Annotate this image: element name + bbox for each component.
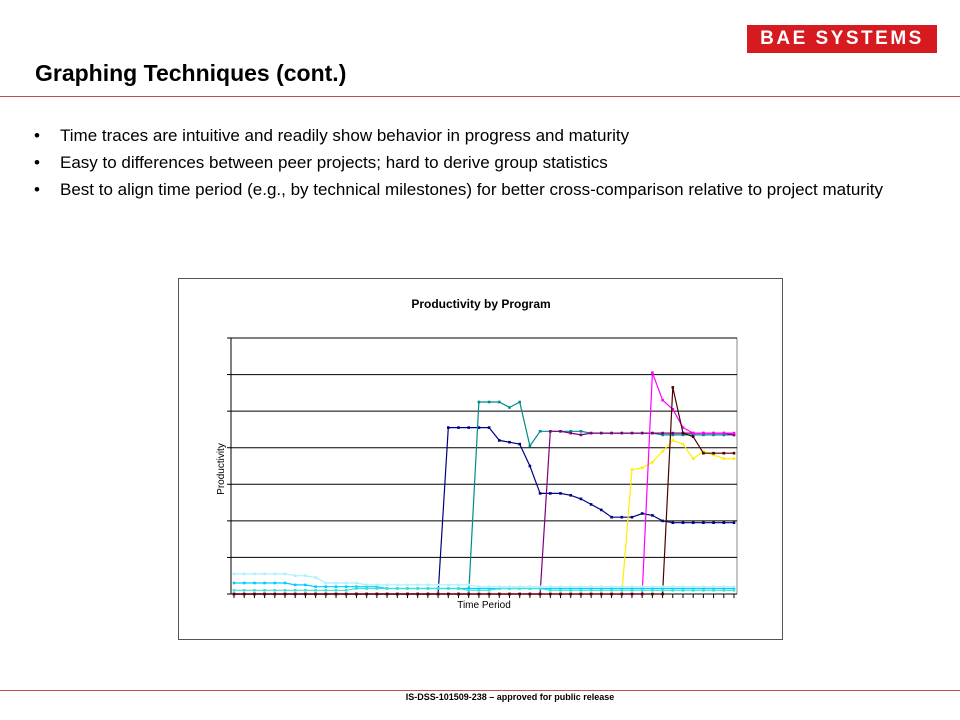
data-point [641, 593, 644, 596]
data-point [467, 426, 470, 429]
data-point [406, 587, 409, 590]
data-point [243, 573, 246, 576]
data-point [304, 584, 307, 587]
data-point [488, 593, 491, 596]
data-point [661, 585, 664, 588]
data-point [233, 573, 236, 576]
data-point [437, 584, 440, 587]
data-point [682, 585, 685, 588]
data-point [396, 584, 399, 587]
data-point [682, 443, 685, 446]
series-line-4 [234, 440, 734, 594]
data-point [621, 589, 624, 592]
data-point [559, 585, 562, 588]
data-point [641, 512, 644, 515]
data-point [672, 521, 675, 524]
data-point [559, 492, 562, 495]
data-point [631, 593, 634, 596]
data-point [733, 585, 736, 588]
data-point [457, 593, 460, 596]
data-point [478, 593, 481, 596]
data-point [467, 584, 470, 587]
data-point [478, 589, 481, 592]
data-point [314, 589, 317, 592]
data-point [723, 432, 726, 435]
data-point [233, 582, 236, 585]
data-point [549, 492, 552, 495]
x-axis-label: Time Period [457, 600, 511, 611]
data-point [386, 584, 389, 587]
data-point [672, 589, 675, 592]
data-point [702, 585, 705, 588]
chart-title: Productivity by Program [411, 297, 551, 311]
data-point [274, 582, 277, 585]
data-point [263, 589, 266, 592]
data-point [692, 589, 695, 592]
data-point [508, 585, 511, 588]
data-point [457, 426, 460, 429]
data-point [437, 593, 440, 596]
data-point [488, 401, 491, 404]
data-point [672, 585, 675, 588]
data-point [396, 593, 399, 596]
series-line-1 [234, 428, 734, 594]
data-point [712, 589, 715, 592]
data-point [529, 445, 532, 448]
data-point [416, 584, 419, 587]
data-point [498, 593, 501, 596]
bullet-text: Time traces are intuitive and readily show behavior in progress and maturity [60, 126, 630, 145]
data-point [580, 434, 583, 437]
data-point [661, 432, 664, 435]
data-point [569, 432, 572, 435]
data-point [284, 573, 287, 576]
series-line-6 [234, 387, 734, 594]
data-point [294, 593, 297, 596]
data-point [631, 516, 634, 519]
data-point [386, 593, 389, 596]
data-point [600, 432, 603, 435]
data-point [610, 516, 613, 519]
data-point [253, 573, 256, 576]
data-point [569, 585, 572, 588]
data-point [406, 593, 409, 596]
data-point [610, 585, 613, 588]
data-point [365, 587, 368, 590]
data-point [590, 432, 593, 435]
data-point [304, 589, 307, 592]
data-point [243, 589, 246, 592]
data-point [427, 587, 430, 590]
data-point [733, 452, 736, 455]
data-point [345, 585, 348, 588]
data-point [712, 452, 715, 455]
data-point [610, 432, 613, 435]
data-point [274, 593, 277, 596]
data-point [314, 585, 317, 588]
data-point [314, 593, 317, 596]
data-point [631, 468, 634, 471]
data-point [294, 589, 297, 592]
data-point [549, 593, 552, 596]
series-line-5 [234, 373, 734, 594]
data-point [529, 585, 532, 588]
data-point [263, 582, 266, 585]
data-point [539, 585, 542, 588]
data-point [345, 582, 348, 585]
data-point [712, 585, 715, 588]
data-point [712, 521, 715, 524]
bullet-icon: • [34, 180, 40, 199]
data-point [692, 457, 695, 460]
data-point [325, 593, 328, 596]
data-point [672, 432, 675, 435]
series-line-9 [234, 574, 734, 587]
data-point [580, 585, 583, 588]
data-point [304, 593, 307, 596]
data-point [661, 399, 664, 402]
data-point [314, 576, 317, 579]
data-point [580, 430, 583, 433]
data-point [692, 432, 695, 435]
data-point [467, 593, 470, 596]
data-point [243, 582, 246, 585]
data-point [498, 439, 501, 442]
data-point [406, 584, 409, 587]
data-point [345, 589, 348, 592]
data-point [702, 452, 705, 455]
data-point [559, 430, 562, 433]
bullet-item [34, 153, 934, 172]
data-point [253, 593, 256, 596]
data-point [569, 593, 572, 596]
data-point [376, 587, 379, 590]
data-point [365, 593, 368, 596]
data-point [345, 593, 348, 596]
data-point [447, 593, 450, 596]
data-point [702, 432, 705, 435]
data-point [631, 585, 634, 588]
title-divider [0, 96, 960, 97]
y-axis-label: Productivity [216, 443, 227, 495]
data-point [508, 593, 511, 596]
data-point [335, 593, 338, 596]
data-point [508, 441, 511, 444]
data-point [284, 593, 287, 596]
data-point [478, 401, 481, 404]
data-point [559, 589, 562, 592]
data-point [488, 426, 491, 429]
data-point [335, 582, 338, 585]
data-point [355, 582, 358, 585]
data-point [723, 521, 726, 524]
data-point [518, 443, 521, 446]
bullet-text: Easy to differences between peer projects; hard to derive group statistics [60, 153, 608, 172]
data-point [253, 589, 256, 592]
data-point [253, 582, 256, 585]
data-point [549, 589, 552, 592]
series-line-7 [234, 583, 734, 589]
data-point [243, 593, 246, 596]
data-point [457, 587, 460, 590]
data-point [488, 589, 491, 592]
data-point [416, 593, 419, 596]
data-point [529, 593, 532, 596]
data-point [518, 585, 521, 588]
data-point [590, 589, 593, 592]
data-point [641, 467, 644, 470]
data-point [661, 450, 664, 453]
bullet-icon: • [34, 126, 40, 145]
data-point [590, 503, 593, 506]
data-point [723, 589, 726, 592]
data-point [365, 584, 368, 587]
data-point [447, 587, 450, 590]
data-point [508, 406, 511, 409]
data-point [335, 585, 338, 588]
bullet-icon: • [34, 153, 40, 172]
data-point [580, 589, 583, 592]
data-point [478, 585, 481, 588]
data-point [539, 492, 542, 495]
data-point [325, 585, 328, 588]
data-point [733, 589, 736, 592]
series-line-2 [234, 402, 734, 594]
data-point [723, 585, 726, 588]
data-point [651, 589, 654, 592]
data-point [672, 439, 675, 442]
data-point [233, 593, 236, 596]
data-point [590, 593, 593, 596]
data-point [284, 582, 287, 585]
data-point [263, 593, 266, 596]
data-point [580, 498, 583, 501]
data-point [437, 587, 440, 590]
data-point [641, 589, 644, 592]
data-point [559, 593, 562, 596]
data-point [549, 585, 552, 588]
data-point [376, 584, 379, 587]
data-point [590, 585, 593, 588]
data-point [733, 457, 736, 460]
footer-text: IS-DSS-101509-238 – approved for public release [405, 692, 615, 702]
slide-title: Graphing Techniques (cont.) [35, 60, 347, 86]
data-point [447, 584, 450, 587]
data-point [600, 593, 603, 596]
data-point [467, 589, 470, 592]
bae-systems-logo: BAE SYSTEMS [747, 25, 937, 53]
data-point [610, 593, 613, 596]
data-point [498, 401, 501, 404]
data-point [651, 432, 654, 435]
bullet-item [34, 126, 934, 145]
data-point [661, 520, 664, 523]
data-point [539, 593, 542, 596]
data-point [518, 593, 521, 596]
data-point [580, 593, 583, 596]
data-point [396, 587, 399, 590]
data-point [733, 521, 736, 524]
data-point [651, 585, 654, 588]
data-point [631, 432, 634, 435]
data-point [692, 521, 695, 524]
data-point [682, 432, 685, 435]
data-point [692, 435, 695, 438]
data-point [355, 587, 358, 590]
data-point [569, 589, 572, 592]
data-point [661, 593, 664, 596]
data-point [263, 573, 266, 576]
data-point [621, 593, 624, 596]
data-point [651, 371, 654, 374]
data-point [325, 589, 328, 592]
data-point [600, 589, 603, 592]
data-point [294, 584, 297, 587]
data-point [447, 426, 450, 429]
data-point [304, 574, 307, 577]
data-point [682, 589, 685, 592]
data-point [651, 593, 654, 596]
data-point [641, 585, 644, 588]
data-point [610, 589, 613, 592]
data-point [702, 589, 705, 592]
data-point [284, 589, 287, 592]
data-point [386, 587, 389, 590]
bullet-text: Best to align time period (e.g., by technical milestones) for better cross-comparison relative to project maturity [60, 180, 883, 199]
data-point [488, 585, 491, 588]
data-point [294, 574, 297, 577]
data-point [723, 457, 726, 460]
data-point [569, 494, 572, 497]
data-point [274, 573, 277, 576]
data-point [274, 589, 277, 592]
data-point [427, 593, 430, 596]
data-point [233, 589, 236, 592]
data-point [661, 589, 664, 592]
data-point [651, 461, 654, 464]
bullet-item [34, 180, 934, 199]
data-point [621, 516, 624, 519]
data-point [641, 432, 644, 435]
data-point [682, 521, 685, 524]
data-point [672, 386, 675, 389]
data-point [539, 430, 542, 433]
data-point [621, 432, 624, 435]
data-point [600, 585, 603, 588]
data-point [651, 514, 654, 517]
data-point [692, 585, 695, 588]
data-point [631, 589, 634, 592]
data-point [733, 432, 736, 435]
bullet-list [34, 126, 934, 207]
data-point [549, 430, 552, 433]
data-point [529, 465, 532, 468]
data-point [621, 585, 624, 588]
data-point [600, 509, 603, 512]
data-point [427, 584, 430, 587]
data-point [457, 584, 460, 587]
data-point [335, 589, 338, 592]
data-point [723, 452, 726, 455]
data-point [355, 593, 358, 596]
data-point [702, 521, 705, 524]
data-point [325, 582, 328, 585]
data-point [376, 593, 379, 596]
data-point [712, 432, 715, 435]
data-point [498, 585, 501, 588]
chart-canvas [179, 279, 782, 639]
productivity-chart [178, 278, 783, 640]
data-point [518, 401, 521, 404]
data-point [416, 587, 419, 590]
